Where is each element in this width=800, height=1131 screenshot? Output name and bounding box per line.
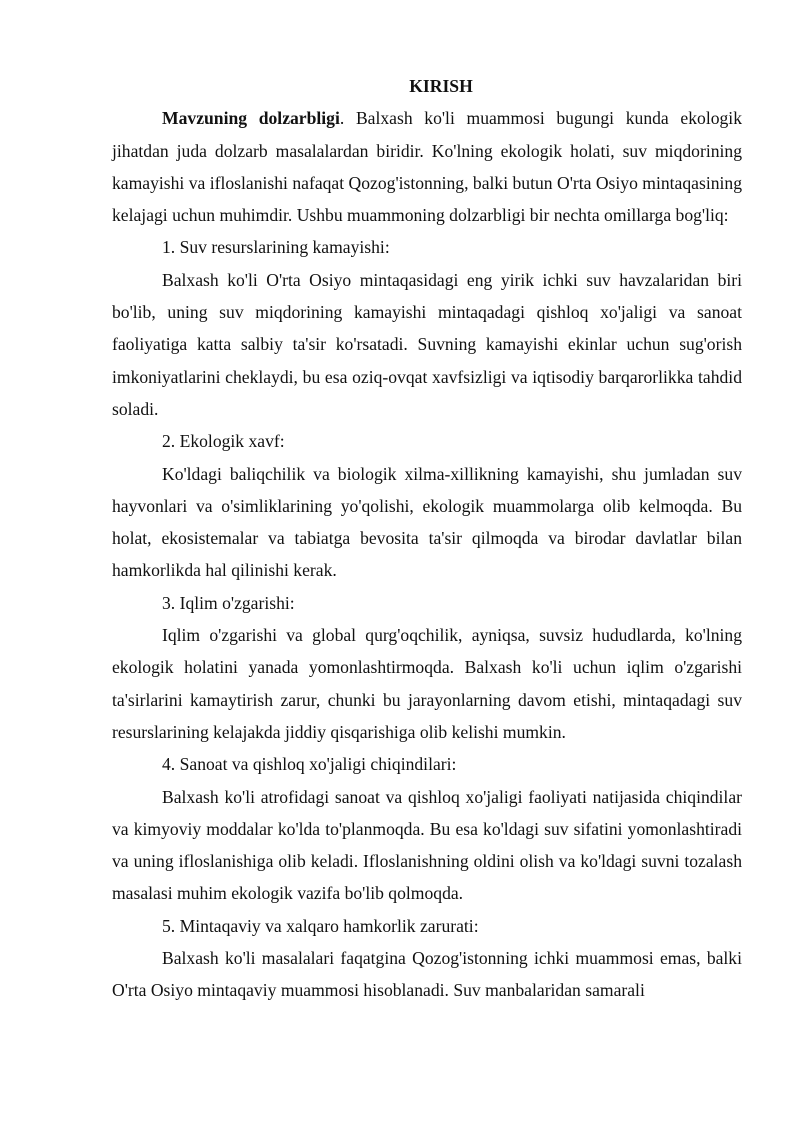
section-heading: 4. Sanoat va qishloq xo'jaligi chiqindilari: — [162, 754, 457, 775]
section-heading: 3. Iqlim o'zgarishi: — [162, 592, 295, 613]
section-heading: 1. Suv resurslarining kamayishi: — [162, 237, 390, 258]
section-body: Balxash ko'li masalalari faqatgina Qozog'istonning ichki muammosi emas, balki O'rta Osiyo mintaqaviy muammosi hisoblanadi. Suv manbalaridan samarali — [112, 948, 742, 1001]
section-body: Iqlim o'zgarishi va global qurg'oqchilik, ayniqsa, suvsiz hududlarda, ko'lning ekologik holatini yanada yomonlashtirmoqda. Balxash ko'li uchun iqlim o'zgarishi ta'sirlarini kamaytirish zarur, chunki bu jarayonlarning davom etishi, mintaqadagi suv resurslarining kelajakda jiddiy qisqarishiga olib kelishi mumkin. — [112, 625, 742, 742]
section-body: Balxash ko'li atrofidagi sanoat va qishloq xo'jaligi faoliyati natijasida chiqindilar va kimyoviy moddalar ko'lda to'planmoqda. Bu esa ko'ldagi suv sifatini yomonlashtiradi va uning ifloslanishiga olib keladi. Ifloslanishning oldini olish va ko'ldagi suvni tozalash masalasi muhim ekologik vazifa bo'lib qolmoqda. — [112, 786, 742, 904]
document-page — [112, 70, 742, 1007]
page-title: KIRISH — [409, 76, 473, 96]
section-body: Ko'ldagi baliqchilik va biologik xilma-xillikning kamayishi, shu jumladan suv hayvonlari va o'simliklarining yo'qolishi, ekologik muammolarga olib kelmoqda. Bu holat, ekosistemalar va tabiatga bevosita ta'sir qilmoqda va birodar davlatlar bilan hamkorlikda hal qilinishi kerak. — [112, 463, 742, 581]
section-heading: 5. Mintaqaviy va xalqaro hamkorlik zarurati: — [162, 915, 479, 936]
intro-text: . Balxash ko'li muammosi bugungi kunda ekologik jihatdan juda dolzarb masalalardan biridir. Ko'lning ekologik holati, suv miqdorining kamayishi va ifloslanishi nafaqat Qozog'istonning, balki butun O'rta Osiyo mintaqasining kelajagi uchun muhimdir. Ushbu muammoning dolzarbligi bir nechta omillarga bog'liq: — [112, 108, 742, 226]
section-body: Balxash ko'li O'rta Osiyo mintaqasidagi eng yirik ichki suv havzalaridan biri bo'lib, uning suv miqdorining kamayishi mintaqadagi qishloq xo'jaligi va sanoat faoliyatiga katta salbiy ta'sir ko'rsatadi. Suvning kamayishi ekinlar uchun sug'orish imkoniyatlarini cheklaydi, bu esa oziq-ovqat xavfsizligi va iqtisodiy barqarorlikka tahdid soladi. — [112, 269, 742, 419]
intro-paragraph — [112, 102, 742, 231]
intro-lead: Mavzuning dolzarbligi — [162, 108, 340, 129]
section-heading: 2. Ekologik xavf: — [162, 431, 285, 452]
